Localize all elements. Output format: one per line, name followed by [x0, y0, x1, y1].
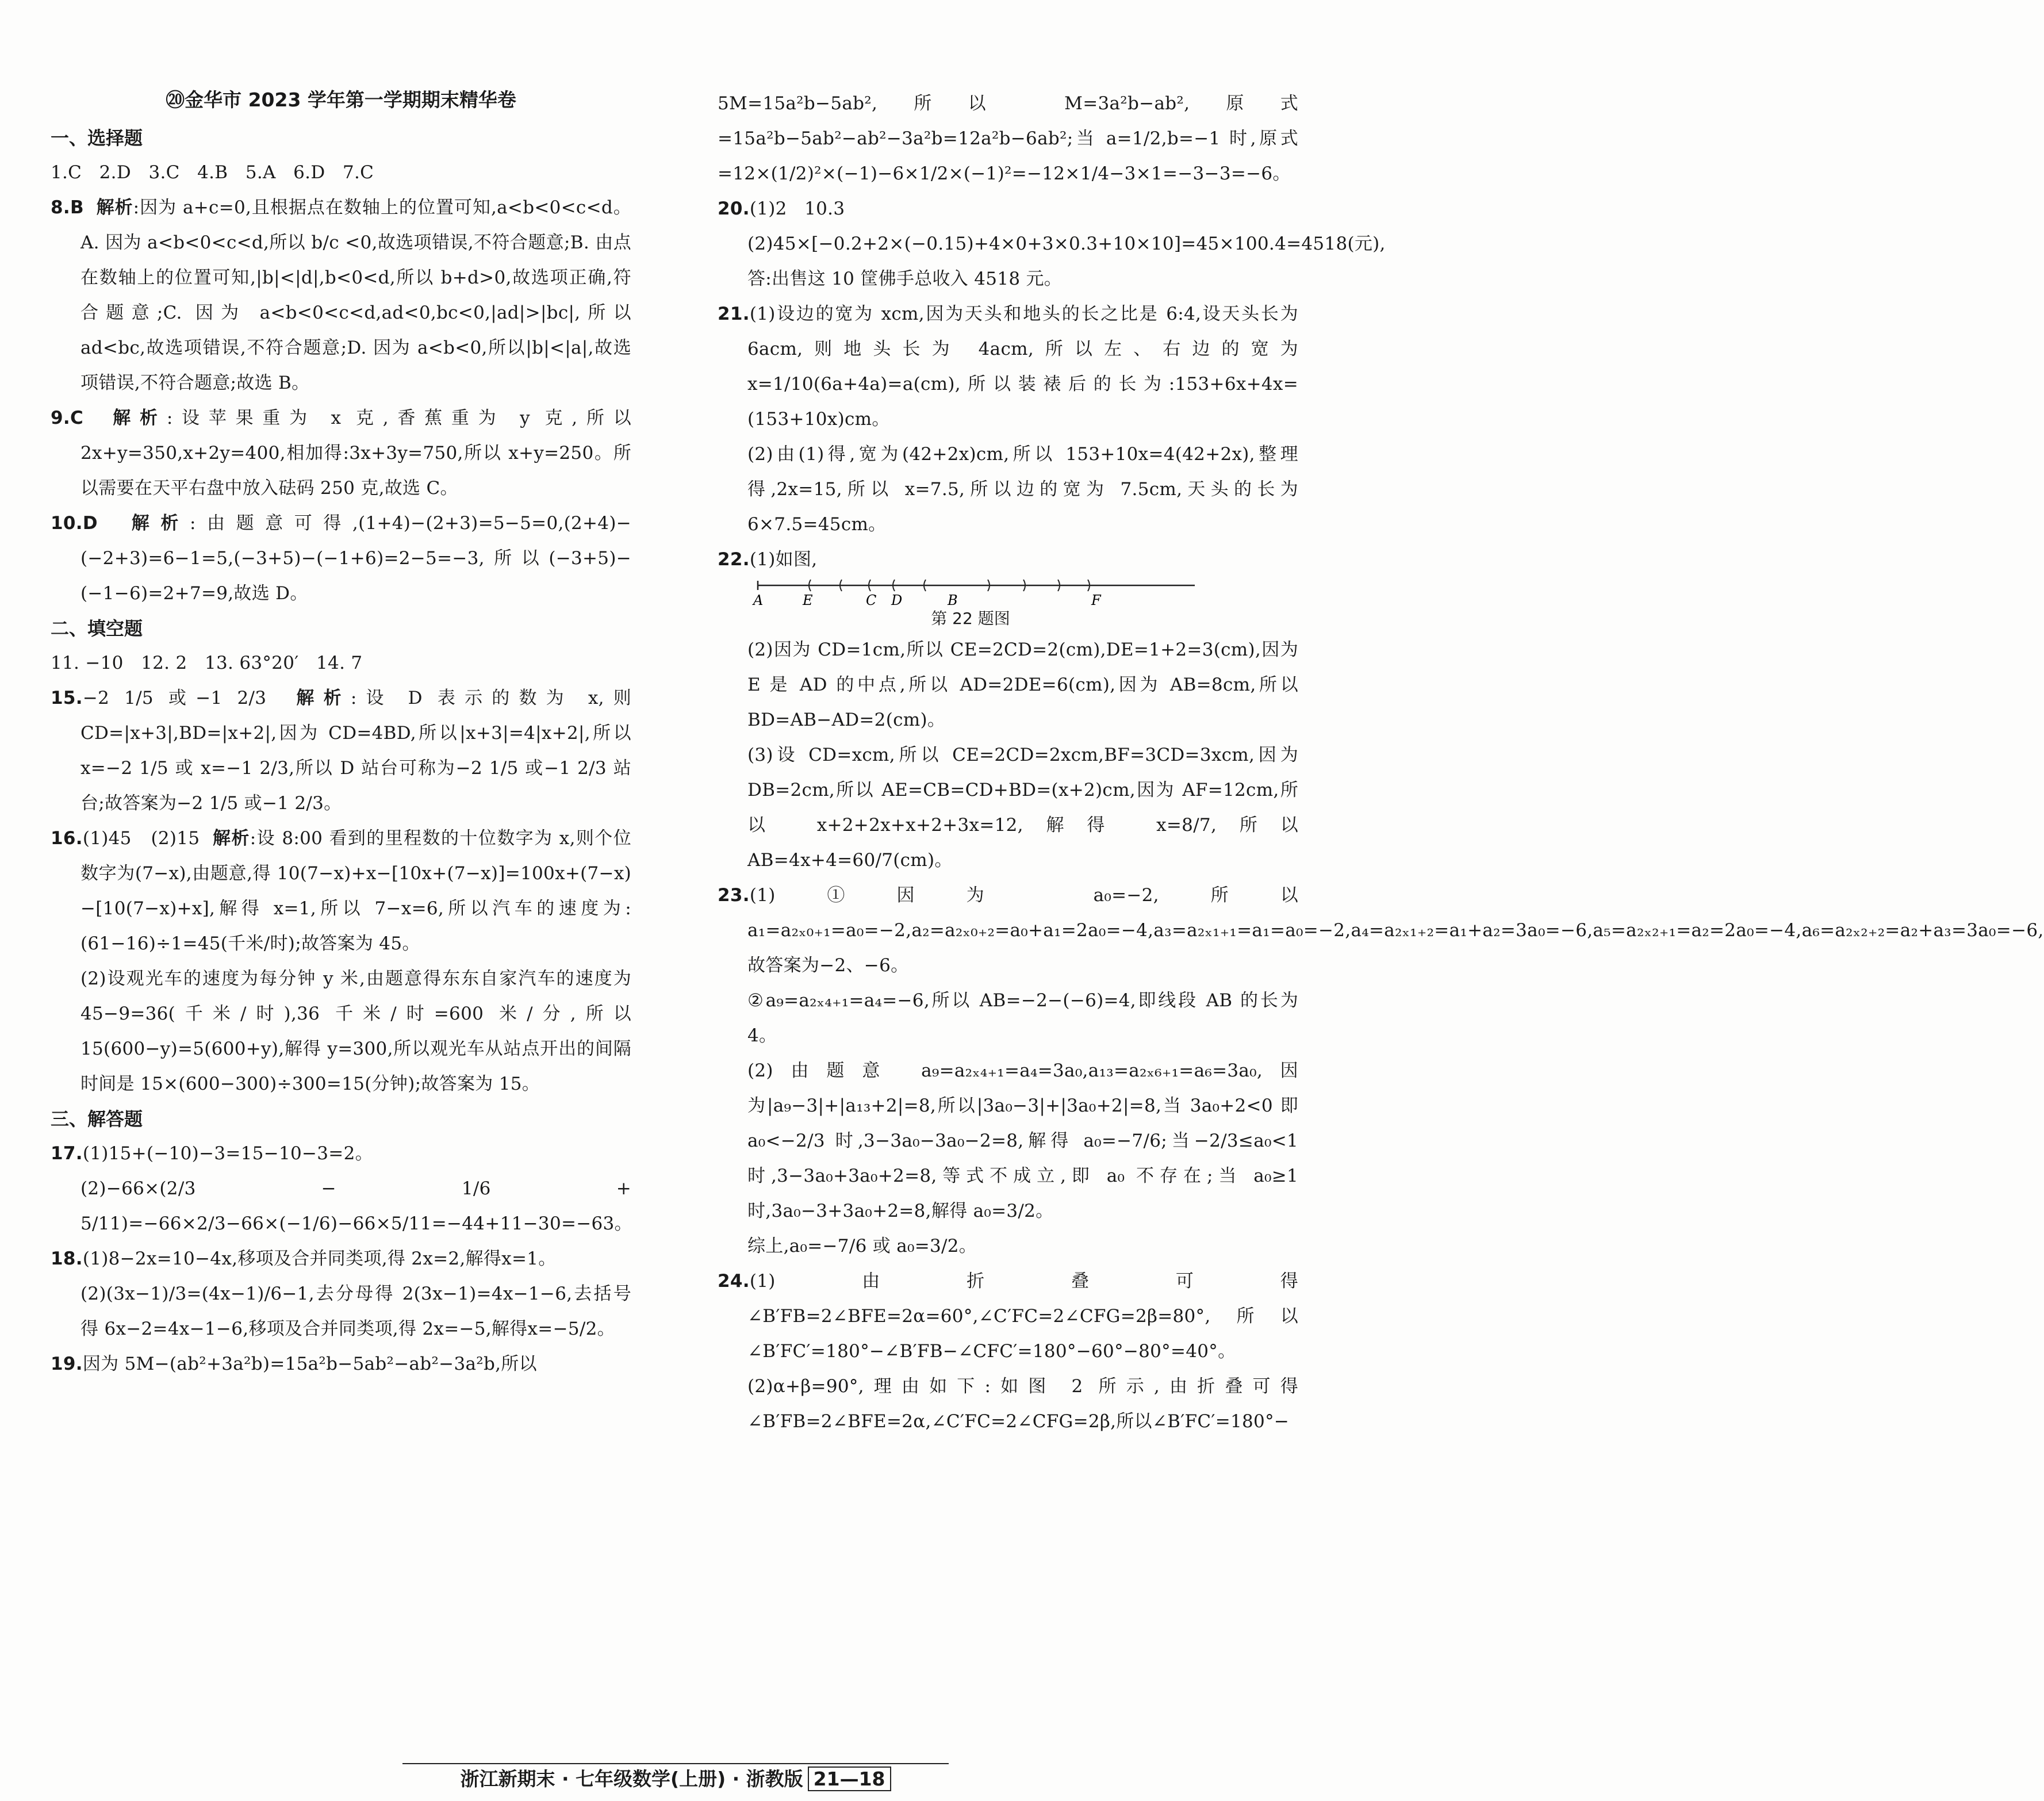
q17-number: 17.	[51, 1143, 83, 1164]
label-f: F	[1091, 592, 1101, 608]
q15-answer: −2 1/5 或−1 2/3	[82, 688, 267, 708]
q16-part2: (2)设观光车的速度为每分钟 y 米,由题意得东东自家汽车的速度为 45−9=36(千米/时),36 千米/时=600 米/分,所以 15(600−y)=5(600+y),解得 y=300,所以观光车从站点开出的间隔时间是 15×(600−300)÷300=15(分钟);故答案为 15。	[80, 968, 638, 1094]
q23-part4: 综上,a₀=−7/6 或 a₀=3/2。	[747, 1236, 977, 1256]
label-a: A	[753, 592, 764, 608]
q19	[51, 1347, 631, 1382]
q18-part1: (1)8−2x=10−4x,移项及合并同类项,得 2x=2,解得x=1。	[82, 1248, 557, 1269]
q21-part2: (2)由(1)得,宽为(42+2x)cm,所以 153+10x=4(42+2x),整理得,2x=15,所以 x=7.5,所以边的宽为 7.5cm,天头的长为 6×7.5=45cm。	[747, 444, 1305, 535]
q24-part1: (1)由折叠可得∠B′FB=2∠BFE=2α=60°,∠C′FC=2∠CFG=2β=80°,所以∠B′FC′=180°−∠B′FB−∠CFC′=180°−60°−80°=40°。	[747, 1271, 1298, 1362]
q24-part2: (2)α+β=90°,理由如下:如图 2 所示,由折叠可得∠B′FB=2∠BFE=2α,∠C′FC=2∠CFG=2β,所以∠B′FC′=180°−	[747, 1376, 1298, 1432]
q24-number: 24.	[718, 1271, 750, 1292]
q8-keyword: 解析	[96, 197, 133, 218]
q22-part3: (3)设 CD=xcm,所以 CE=2CD=2xcm,BF=3CD=3xcm,因为 DB=2cm,所以 AE=CB=CD+BD=(x+2)cm,因为 AF=12cm,所以 x+2+2x+x+2+3x=12,解得 x=8/7,所以 AB=4x+4=60/7(cm)。	[747, 745, 1305, 871]
q24	[718, 1264, 1298, 1369]
q18-part2: (2)(3x−1)/3=(4x−1)/6−1,去分母得 2(3x−1)=4x−1−6,去括号得 6x−2=4x−1−6,移项及合并同类项,得 2x=−5,解得x=−5/2。	[80, 1283, 631, 1339]
q16-keyword: 解析	[212, 828, 250, 849]
q20-number: 20.	[718, 198, 750, 219]
q20-part2: (2)45×[−0.2+2×(−0.15)+4×0+3×0.3+10×10]=45×100.4=4518(元),答:出售这 10 筐佛手总收入 4518 元。	[747, 233, 1386, 289]
q16-answer: (1)45 (2)15	[82, 828, 200, 849]
number-line-diagram	[741, 577, 1201, 612]
q18-number: 18.	[51, 1248, 83, 1269]
page-title: ⑳金华市 2023 学年第一学期期末精华卷	[166, 89, 516, 111]
q16-text: :设 8:00 看到的里程数的十位数字为 x,则个位数字为(7−x),由题意,得 10(7−x)+x−[10x+(7−x)]=100x+(7−x)−[10(7−x)+x],解得 x=1,所以 7−x=6,所以汽车的速度为:(61−16)÷1=45(千米/时);故答案为 45。	[80, 828, 631, 954]
q9-keyword: 解析	[113, 408, 167, 428]
answers-1-7: 1.C 2.D 3.C 4.B 5.A 6.D 7.C	[51, 162, 374, 183]
q23	[718, 878, 2044, 983]
q15-text: :设 D 表示的数为 x,则 CD=|x+3|,BD=|x+2|,因为 CD=4BD,所以|x+3|=4|x+2|,所以 x=−2 1/5 或 x=−1 2/3,所以 D 站台可称为−2 1/5 或−1 2/3 站台;故答案为−2 1/5 或−1 2/3。	[80, 688, 638, 814]
q19-number: 19.	[51, 1354, 83, 1374]
q15-keyword: 解析	[296, 688, 351, 708]
q22-number: 22.	[718, 549, 750, 570]
q22-part2: (2)因为 CD=1cm,所以 CE=2CD=2(cm),DE=1+2=3(cm),因为 E 是 AD 的中点,所以 AD=2DE=6(cm),因为 AB=8cm,所以 BD=AB−AD=2(cm)。	[747, 639, 1305, 730]
answers-11-14: 11. −10 12. 2 13. 63°20′ 14. 7	[51, 653, 363, 673]
footer-text: 浙江新期末 · 七年级数学(上册) · 浙教版	[460, 1768, 803, 1790]
figure-caption: 第 22 题图	[931, 609, 1010, 628]
label-c: C	[866, 592, 877, 608]
left-column	[51, 86, 638, 1382]
q21	[718, 297, 1305, 437]
q10-number: 10.	[51, 513, 83, 534]
page-number: 21—18	[808, 1766, 891, 1791]
q16	[51, 821, 631, 961]
label-b: B	[948, 592, 958, 608]
q17-part1: (1)15+(−10)−3=15−10−3=2。	[82, 1143, 373, 1164]
label-d: D	[891, 592, 903, 608]
q8	[51, 190, 638, 401]
label-e: E	[803, 592, 813, 608]
section-fill: 二、填空题	[51, 618, 143, 639]
q18	[51, 1241, 631, 1277]
q19-text: 因为 5M−(ab²+3a²b)=15a²b−5ab²−ab²−3a²b,所以	[82, 1354, 537, 1374]
q17-part2: (2)−66×(2/3 − 1/6 + 5/11)=−66×2/3−66×(−1/6)−66×5/11=−44+11−30=−63。	[80, 1178, 638, 1234]
q21-number: 21.	[718, 304, 750, 324]
q22-part1: (1)如图,	[749, 549, 818, 570]
q9-answer: C	[70, 408, 84, 428]
q9-text: :设苹果重为 x 克,香蕉重为 y 克,所以 2x+y=350,x+2y=400,相加得:3x+3y=750,所以 x+y=250。所以需要在天平右盘中放入砝码 250 克,故选 C。	[80, 408, 638, 499]
q10	[51, 506, 631, 611]
q22	[718, 542, 1298, 577]
right-column	[718, 86, 2044, 1439]
q10-text: :由题意可得,(1+4)−(2+3)=5−5=0,(2+4)−(−2+3)=6−1=5,(−3+5)−(−1+6)=2−5=−3,所以(−3+5)−(−1−6)=2+7=9,故选 D。	[80, 513, 632, 604]
q17	[51, 1136, 631, 1171]
q20-part1: (1)2 10.3	[749, 198, 845, 219]
q8-answer: B	[70, 197, 84, 218]
q23-part1: (1)①因为 a₀=−2,所以 a₁=a₂ₓ₀₊₁=a₀=−2,a₂=a₂ₓ₀₊₂=a₀+a₁=2a₀=−4,a₃=a₂ₓ₁₊₁=a₁=a₀=−2,a₄=a₂ₓ₁₊₂=a₁+a₂=3a₀=−6,a₅=a₂ₓ₂₊₁=a₂=2a₀=−4,a₆=a₂ₓ₂₊₂=a₂+a₃=3a₀=−6,故答案为−2、−6。	[747, 885, 2044, 976]
q8-number: 8.	[51, 197, 70, 218]
q15-number: 15.	[51, 688, 83, 708]
q19-continued: 5M=15a²b−5ab²,所以 M=3a²b−ab²,原式=15a²b−5ab²−ab²−3a²b=12a²b−6ab²;当 a=1/2,b=−1 时,原式=12×(1/2)²×(−1)−6×1/2×(−1)²=−12×1/4−3×1=−3−3=−6。	[718, 93, 1298, 184]
q16-number: 16.	[51, 828, 83, 849]
q9	[51, 401, 638, 506]
q10-keyword: 解析	[131, 513, 190, 534]
section-solve: 三、解答题	[51, 1108, 143, 1130]
figure-22	[741, 577, 1298, 633]
q9-number: 9.	[51, 408, 70, 428]
q10-answer: D	[82, 513, 98, 534]
q20	[718, 191, 1298, 227]
section-choice: 一、选择题	[51, 127, 143, 149]
q21-part1: (1)设边的宽为 xcm,因为天头和地头的长之比是 6:4,设天头长为 6acm,则地头长为 4acm,所以左、右边的宽为 x=1/10(6a+4a)=a(cm),所以装裱后的长为:153+6x+4x=(153+10x)cm。	[747, 304, 1305, 430]
q15	[51, 681, 638, 821]
q23-part2: ②a₉=a₂ₓ₄₊₁=a₄=−6,所以 AB=−2−(−6)=4,即线段 AB 的长为 4。	[747, 990, 1305, 1046]
q23-number: 23.	[718, 885, 750, 906]
q8-text: :因为 a+c=0,且根据点在数轴上的位置可知,a<b<0<c<d。A. 因为 a<b<0<c<d,所以 b/c <0,故选项错误,不符合题意;B. 由点在数轴上的位置可知,|b|<|d|,b<0<d,所以 b+d>0,故选项正确,符合题意;C. 因为 a<b<0<c<d,ad<0,bc<0,|ad|>|bc|,所以 ad<bc,故选项错误,不符合题意;D. 因为 a<b<0,所以|b|<|a|,故选项错误,不符合题意;故选 B。	[80, 197, 638, 393]
page-footer	[402, 1763, 949, 1794]
q23-part3: (2)由题意 a₉=a₂ₓ₄₊₁=a₄=3a₀,a₁₃=a₂ₓ₆₊₁=a₆=3a₀,因为|a₉−3|+|a₁₃+2|=8,所以|3a₀−3|+|3a₀+2|=8,当 3a₀+2<0 即 a₀<−2/3 时,3−3a₀−3a₀−2=8,解得 a₀=−7/6;当−2/3≤a₀<1 时,3−3a₀+3a₀+2=8,等式不成立,即 a₀ 不存在;当 a₀≥1 时,3a₀−3+3a₀+2=8,解得 a₀=3/2。	[747, 1060, 1305, 1221]
